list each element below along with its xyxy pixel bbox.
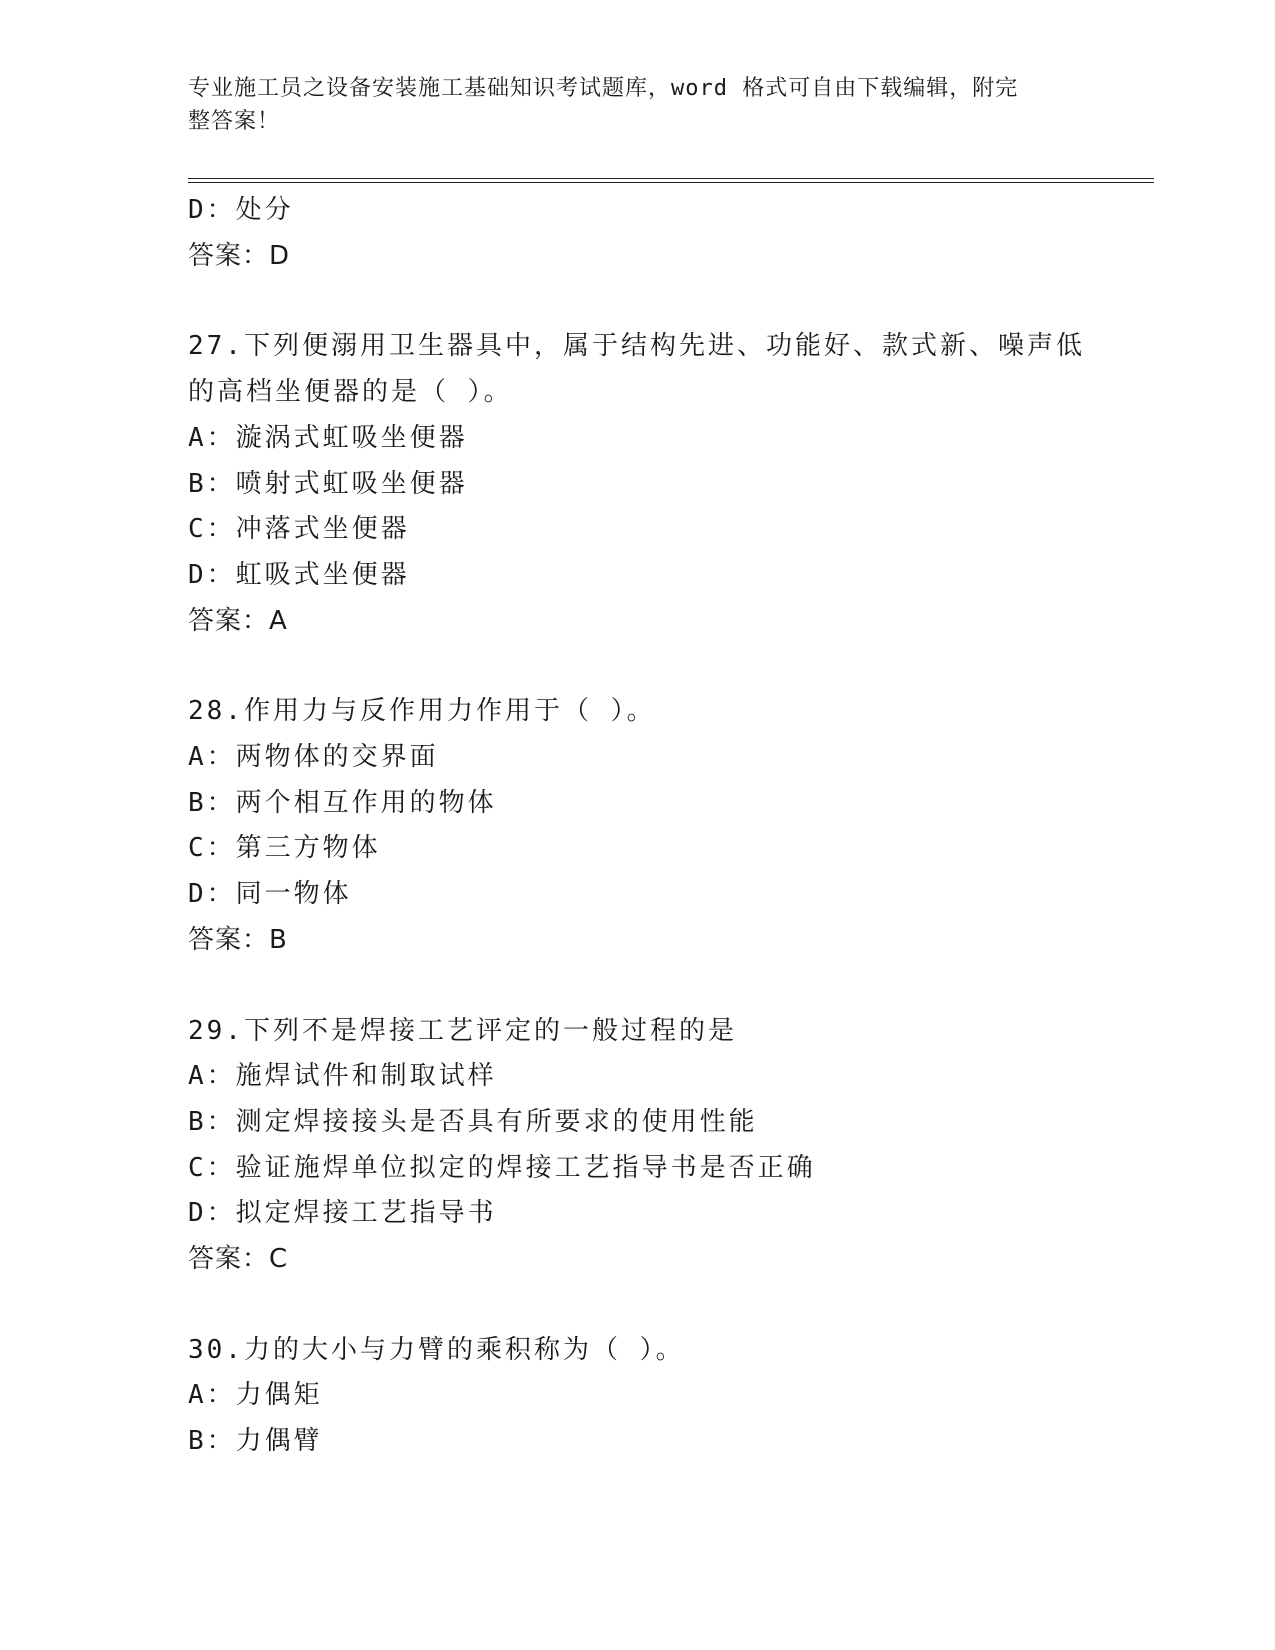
option-c: C：验证施焊单位拟定的焊接工艺指导书是否正确 <box>188 1152 816 1183</box>
question-29 <box>188 1009 1088 1283</box>
option-a: A：漩涡式虹吸坐便器 <box>188 422 468 453</box>
answer: 答案：A <box>188 605 288 636</box>
option-d: D：处分 <box>188 195 294 225</box>
header-line-1: 专业施工员之设备安装施工基础知识考试题库，word 格式可自由下载编辑，附完 <box>188 76 1019 101</box>
question-stem: 28.作用力与反作用力作用于（ ）。 <box>188 696 656 727</box>
option-c: C：冲落式坐便器 <box>188 514 410 545</box>
answer: 答案：D <box>188 240 291 271</box>
option-c: C：第三方物体 <box>188 833 381 864</box>
answer: 答案：C <box>188 1244 289 1275</box>
option-b: B：两个相互作用的物体 <box>188 787 497 818</box>
header-line-2: 整答案！ <box>188 109 281 134</box>
option-a: A：两物体的交界面 <box>188 742 439 773</box>
option-a: A：力偶矩 <box>188 1380 323 1411</box>
option-b: B：测定焊接接头是否具有所要求的使用性能 <box>188 1106 758 1137</box>
option-d: D：拟定焊接工艺指导书 <box>188 1198 497 1229</box>
document-header <box>188 72 1068 138</box>
option-d: D：同一物体 <box>188 879 352 910</box>
header-divider <box>188 178 1154 183</box>
question-stem-cont: 的高档坐便器的是（ ）。 <box>188 377 513 408</box>
question-stem: 30.力的大小与力臂的乘积称为（ ）。 <box>188 1334 685 1365</box>
question-30 <box>188 1328 1088 1465</box>
option-b: B：力偶臂 <box>188 1426 323 1457</box>
answer: 答案：B <box>188 924 288 955</box>
option-a: A：施焊试件和制取试样 <box>188 1061 497 1092</box>
question-28 <box>188 689 1088 963</box>
question-27 <box>188 324 1088 644</box>
document-body <box>188 188 1088 1465</box>
question-stem: 29.下列不是焊接工艺评定的一般过程的是 <box>188 1015 737 1046</box>
option-d: D：虹吸式坐便器 <box>188 559 410 590</box>
option-b: B：喷射式虹吸坐便器 <box>188 468 468 499</box>
question-stem: 27.下列便溺用卫生器具中，属于结构先进、功能好、款式新、噪声低 <box>188 331 1085 362</box>
